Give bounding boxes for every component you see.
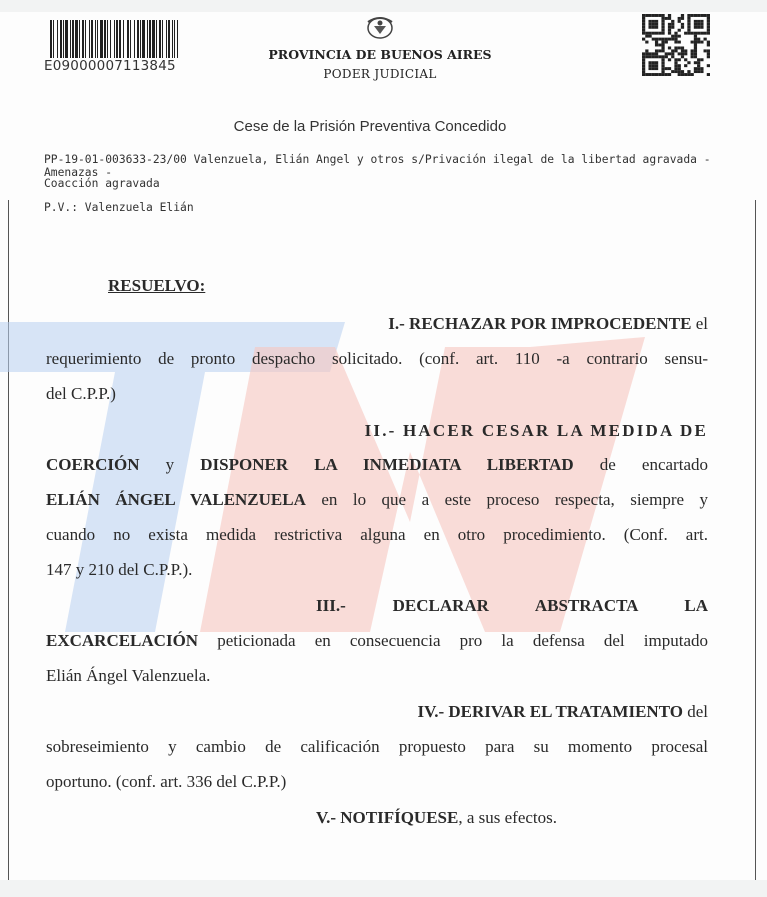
resolution-item-2-line-3: ELIÁN ÁNGEL VALENZUELA en lo que a este proceso respecta, siempre y bbox=[46, 490, 708, 509]
resolution-item-4-line-1: IV.- DERIVAR EL TRATAMIENTO del bbox=[417, 702, 708, 721]
resolution-item-1-line-1: I.- RECHAZAR POR IMPROCEDENTE el bbox=[388, 314, 708, 333]
case-caption-line-2: Coacción agravada bbox=[44, 177, 160, 190]
resolution-item-4-line-3: oportuno. (conf. art. 336 del C.P.P.) bbox=[46, 772, 287, 791]
resolution-item-2-line-5: 147 y 210 del C.P.P.). bbox=[46, 560, 193, 579]
case-caption-line-1: PP-19-01-003633-23/00 Valenzuela, Elián Angel y otros s/Privación ilegal de la libertad agravada - Amenazas - bbox=[44, 153, 711, 179]
barcode-number: E09000007113845 bbox=[44, 58, 176, 74]
resolution-item-1-line-2: requerimiento de pronto despacho solicitado. (conf. art. 110 -a contrario sensu- bbox=[46, 349, 708, 368]
judiciary-name: PODER JUDICIAL bbox=[323, 67, 437, 81]
resolution-item-2-line-4: cuando no exista medida restrictiva alguna en otro procedimiento. (Conf. art. bbox=[46, 525, 708, 544]
pv-line: P.V.: Valenzuela Elián bbox=[44, 201, 194, 214]
qr-code-image bbox=[642, 14, 710, 76]
resolution-item-3-line-2: EXCARCELACIÓN peticionada en consecuencia pro la defensa del imputado bbox=[46, 631, 708, 650]
resolution-item-3-line-3: Elián Ángel Valenzuela. bbox=[46, 666, 211, 685]
resolution-item-3-line-1: III.- DECLARAR ABSTRACTA LA bbox=[316, 596, 708, 615]
province-seal-icon bbox=[358, 14, 402, 40]
document-page bbox=[0, 12, 767, 880]
resolution-item-2-line-2: COERCIÓN y DISPONER LA INMEDIATA LIBERTAD de encartado bbox=[46, 455, 708, 474]
resolution-item-2-line-1: II.- HACER CESAR LA MEDIDA DE bbox=[364, 421, 708, 440]
resolution-item-4-line-2: sobreseimiento y cambio de calificación propuesto para su momento procesal bbox=[46, 737, 708, 756]
barcode-image bbox=[50, 20, 178, 58]
resolution-heading: RESUELVO: bbox=[108, 276, 206, 295]
document-title: Cese de la Prisión Preventiva Concedido bbox=[233, 118, 507, 135]
resolution-item-5-line-1: V.- NOTIFÍQUESE, a sus efectos. bbox=[316, 808, 558, 827]
province-name: PROVINCIA DE BUENOS AIRES bbox=[268, 47, 492, 62]
resolution-item-1-line-3: del C.P.P.) bbox=[46, 384, 116, 403]
